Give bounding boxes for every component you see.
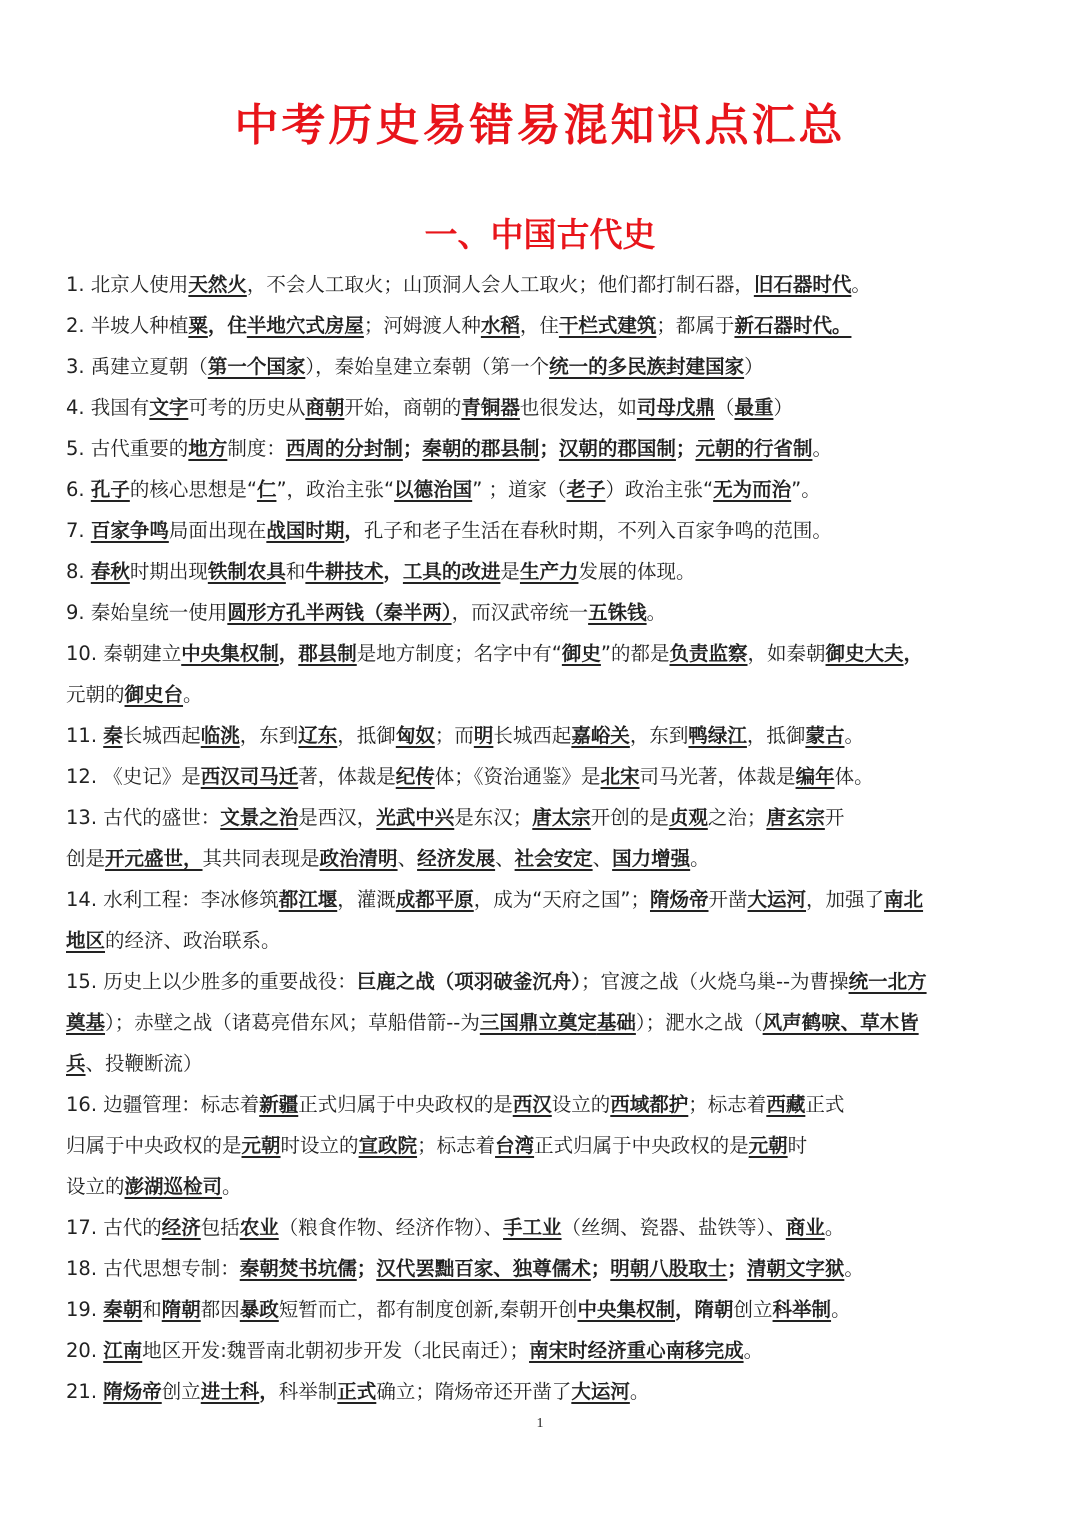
text-segment: ，东到	[239, 724, 299, 747]
text-segment: 创是	[66, 847, 106, 870]
key-term: 最重	[734, 396, 774, 419]
text-line	[66, 1289, 1018, 1330]
text-line	[66, 387, 1018, 428]
key-term: 编年	[795, 765, 835, 788]
key-term: 牛耕技术	[305, 560, 384, 583]
key-term: 老子	[566, 478, 606, 501]
key-term: 旧石器时代	[753, 273, 852, 296]
key-term: 嘉峪关	[571, 724, 630, 747]
key-term: 都江堰	[278, 888, 338, 911]
text-segment: ；河姆渡人种	[363, 314, 481, 337]
text-segment: （	[714, 396, 735, 419]
text-line	[66, 305, 1018, 346]
text-segment: 开创的是	[590, 806, 669, 829]
text-segment: 21.	[66, 1380, 104, 1403]
text-segment: （粮食作物、经济作物）、	[278, 1216, 504, 1239]
text-segment: ；官渡之战（火烧乌巢--为曹操	[580, 970, 849, 993]
key-term: 政治清明	[319, 847, 398, 870]
text-segment: 发展的体现。	[578, 560, 696, 583]
text-segment: 。	[743, 1339, 764, 1362]
key-term: 御史台	[124, 683, 184, 706]
key-term: 元朝	[241, 1134, 281, 1157]
text-segment: 、	[495, 847, 515, 870]
text-segment: ），秦始皇建立秦朝（第一个	[305, 355, 550, 378]
text-line	[66, 1043, 1018, 1084]
text-segment: ）政治主张“	[605, 478, 714, 501]
text-line	[66, 756, 1018, 797]
text-line	[66, 920, 1018, 961]
key-term: 西汉	[512, 1093, 552, 1116]
bold-text: ；	[727, 1257, 747, 1280]
text-segment: 是东汉；	[454, 806, 533, 829]
text-segment: 、	[397, 847, 418, 870]
key-term: 纪传	[395, 765, 435, 788]
bold-text: ，	[383, 560, 403, 583]
key-term: 匈奴	[395, 724, 435, 747]
list-item	[66, 387, 1018, 428]
text-segment: 。	[690, 847, 710, 870]
text-segment: 长城西起	[493, 724, 572, 747]
list-item	[66, 346, 1018, 387]
key-term: 商业	[785, 1216, 825, 1239]
key-term: 新石器时代。	[734, 314, 852, 337]
key-term: 大运河	[571, 1380, 630, 1403]
text-segment: 和	[285, 560, 306, 583]
text-segment: ，加强了	[806, 888, 885, 911]
key-term: 御史	[561, 642, 601, 665]
key-term: 明	[473, 724, 494, 747]
text-segment: 之治；	[707, 806, 767, 829]
list-item	[66, 264, 1018, 305]
key-term: 五铢钱	[588, 601, 647, 624]
text-segment: 8.	[66, 560, 91, 583]
knowledge-point-list	[66, 264, 1018, 1412]
text-segment: 司马光著，体裁是	[639, 765, 796, 788]
text-segment: 12. 《史记》是	[66, 765, 201, 788]
text-line	[66, 1166, 1018, 1207]
text-segment: 体；《资治通鉴》是	[434, 765, 601, 788]
list-item	[66, 1330, 1018, 1371]
text-segment: 科举制	[278, 1380, 338, 1403]
key-term: 铁制农具	[207, 560, 286, 583]
text-line	[66, 1207, 1018, 1248]
bold-text: ，	[903, 642, 924, 665]
text-line	[66, 961, 1018, 1002]
key-term: 奠基	[66, 1011, 106, 1034]
key-term: 无为而治	[713, 478, 792, 501]
text-line	[66, 1125, 1018, 1166]
key-term: 北宋	[600, 765, 640, 788]
text-segment: 可考的历史从	[188, 396, 306, 419]
text-segment: 。	[844, 1257, 864, 1280]
text-segment: 设立的	[551, 1093, 611, 1116]
text-segment: 15. 历史上以少胜多的重要战役：	[66, 970, 357, 993]
key-term: 统一的多民族封建国家	[549, 355, 745, 378]
key-term: 天然火	[188, 273, 247, 296]
key-term: 社会安定	[514, 847, 593, 870]
text-segment: 。	[831, 1298, 851, 1321]
text-segment: 创立	[161, 1380, 201, 1403]
key-term: 鸭绿江	[688, 724, 747, 747]
text-segment: 20.	[66, 1339, 104, 1362]
bold-text: ，住	[207, 314, 247, 337]
list-item	[66, 510, 1018, 551]
list-item	[66, 756, 1018, 797]
text-line	[66, 469, 1018, 510]
text-segment: ，如秦朝	[747, 642, 826, 665]
text-line	[66, 633, 1018, 674]
bold-text: ；	[590, 1257, 611, 1280]
text-segment: ，东到	[629, 724, 689, 747]
bold-text: 巨鹿之战（项羽破釜沉舟）	[356, 970, 581, 993]
text-segment: 。	[183, 683, 203, 706]
text-segment: 11.	[66, 724, 104, 747]
text-line	[66, 1330, 1018, 1371]
text-segment: 17. 古代的	[66, 1216, 162, 1239]
text-line	[66, 510, 1018, 551]
key-term: 文景之治	[220, 806, 299, 829]
key-term: 百家争鸣	[90, 519, 169, 542]
text-segment: 。	[824, 1216, 845, 1239]
key-term: 司母戊鼎	[636, 396, 715, 419]
text-segment: 短暂而亡，都有制度创新,秦朝开创	[278, 1298, 578, 1321]
key-term: 科举制	[772, 1298, 832, 1321]
key-term: 临洮	[200, 724, 240, 747]
text-segment: 。	[222, 1175, 242, 1198]
text-segment: ，不会人工取火；山顶洞人会人工取火；他们都打制石器，	[246, 273, 754, 296]
text-segment: 归属于中央政权的是	[66, 1134, 242, 1157]
list-item	[66, 633, 1018, 715]
text-segment: 。	[812, 437, 832, 460]
key-term: 战国时期	[266, 519, 345, 542]
text-segment: 16. 边疆管理：标志着	[66, 1093, 260, 1116]
text-segment: 3. 禹建立夏朝（	[66, 355, 208, 378]
key-term: 秦	[103, 724, 123, 747]
text-segment: （丝绸、瓷器、盐铁等）、	[561, 1216, 786, 1239]
key-term: 暴政	[239, 1298, 279, 1321]
text-segment: ，住	[519, 314, 559, 337]
list-item	[66, 469, 1018, 510]
key-term: 大运河	[747, 888, 807, 911]
text-line	[66, 346, 1018, 387]
list-item	[66, 1289, 1018, 1330]
text-segment: 2. 半坡人种植	[66, 314, 189, 337]
text-line	[66, 1084, 1018, 1125]
text-segment: ；都属于	[656, 314, 735, 337]
text-segment: 。	[851, 273, 871, 296]
bold-text: ，	[259, 1380, 279, 1403]
page-number: 1	[536, 1416, 544, 1431]
text-line	[66, 797, 1018, 838]
key-term: 春秋	[90, 560, 130, 583]
text-segment: 长城西起	[122, 724, 201, 747]
text-segment: 19.	[66, 1298, 104, 1321]
key-term: 秦朝焚书坑儒	[239, 1257, 357, 1280]
text-segment: ；标志着	[688, 1093, 767, 1116]
text-segment: 正式归属于中央政权的是	[298, 1093, 513, 1116]
list-item	[66, 551, 1018, 592]
list-item	[66, 715, 1018, 756]
key-term: 统一北方	[848, 970, 927, 993]
list-item	[66, 961, 1018, 1084]
key-term: 唐太宗	[532, 806, 591, 829]
key-term: 圆形方孔半两钱（秦半两）	[227, 601, 452, 624]
text-segment: 制度：	[227, 437, 286, 460]
text-segment: 的经济、政治联系。	[105, 929, 281, 952]
text-segment: 时设立的	[280, 1134, 359, 1157]
key-term: 元朝	[748, 1134, 788, 1157]
text-segment: 和	[142, 1298, 162, 1321]
key-term: 隋炀帝	[649, 888, 709, 911]
text-segment: ”。	[791, 478, 821, 501]
text-segment: 是	[500, 560, 520, 583]
list-item	[66, 879, 1018, 961]
key-term: 半地穴式房屋	[246, 314, 364, 337]
text-segment: 7.	[66, 519, 91, 542]
bold-text: ；	[675, 437, 696, 460]
list-item	[66, 1248, 1018, 1289]
text-segment: 1. 北京人使用	[66, 273, 189, 296]
key-term: 粟	[188, 314, 208, 337]
text-line	[66, 838, 1018, 879]
key-term: 第一个国家	[207, 355, 306, 378]
key-term: 基础	[596, 1011, 636, 1034]
text-line	[66, 264, 1018, 305]
key-term: 农业	[239, 1216, 279, 1239]
text-line	[66, 551, 1018, 592]
text-segment: ，抵御	[746, 724, 806, 747]
section-heading: 一、中国古代史	[424, 215, 656, 254]
text-segment: ，抵御	[337, 724, 396, 747]
text-segment: ）；淝水之战（	[635, 1011, 763, 1034]
text-segment: 18. 古代思想专制：	[66, 1257, 240, 1280]
text-segment: 。	[629, 1380, 650, 1403]
key-term: 元朝的行省制	[695, 437, 813, 460]
text-segment: 9. 秦始皇统一使用	[66, 601, 228, 624]
text-segment: 开	[824, 806, 845, 829]
key-term: 中央集权制	[577, 1298, 676, 1321]
key-term: 澎湖巡检司	[124, 1175, 223, 1198]
key-term: 秦朝的郡县制	[422, 437, 540, 460]
key-term: 西汉司马迁	[200, 765, 299, 788]
text-segment: 确立；隋炀帝还开凿了	[376, 1380, 572, 1403]
text-segment: ）	[744, 355, 764, 378]
text-segment: 。	[646, 601, 667, 624]
text-segment: ）	[773, 396, 793, 419]
text-segment: 设立的	[66, 1175, 125, 1198]
key-term: 孔子	[90, 478, 130, 501]
text-segment: 13. 古代的盛世：	[66, 806, 221, 829]
text-segment: 14. 水利工程：李冰修筑	[66, 888, 279, 911]
key-term: 贞观	[668, 806, 708, 829]
bold-text: ，	[344, 519, 364, 542]
text-segment: 4. 我国有	[66, 396, 150, 419]
key-term: 经济发展	[417, 847, 496, 870]
key-term: 三国鼎立奠定	[479, 1011, 597, 1034]
key-term: 御史大夫	[825, 642, 904, 665]
key-term: 经济	[161, 1216, 201, 1239]
key-term: 开元盛世，	[105, 847, 203, 870]
text-line	[66, 879, 1018, 920]
key-term: 唐玄宗	[766, 806, 825, 829]
text-line	[66, 592, 1018, 633]
list-item	[66, 428, 1018, 469]
text-line	[66, 674, 1018, 715]
text-line	[66, 715, 1018, 756]
page-title: 中考历史易错易混知识点汇总	[234, 100, 846, 151]
text-segment: 开始，商朝的	[344, 396, 462, 419]
text-segment: 、	[592, 847, 613, 870]
text-segment: 时期出现	[129, 560, 208, 583]
key-term: 负责监察	[669, 642, 748, 665]
key-term: 干栏式建筑	[558, 314, 657, 337]
key-term: 正式	[337, 1380, 377, 1403]
key-term: 清朝文字狱	[746, 1257, 845, 1280]
key-term: 国力增强	[612, 847, 691, 870]
text-segment: 6.	[66, 478, 91, 501]
text-segment: ，而汉武帝统一	[451, 601, 589, 624]
key-term: 手工业	[503, 1216, 562, 1239]
list-item	[66, 1207, 1018, 1248]
key-term: 新疆	[259, 1093, 299, 1116]
list-item	[66, 1084, 1018, 1207]
key-term: 地区	[66, 929, 106, 952]
text-segment: 都因	[200, 1298, 240, 1321]
text-segment: 。	[844, 724, 864, 747]
text-segment: 开凿	[708, 888, 748, 911]
key-term: 汉代罢黜百家、独尊儒术	[376, 1257, 591, 1280]
text-segment: 其共同表现是	[202, 847, 320, 870]
key-term: 风声鹤唳、草木皆	[762, 1011, 919, 1034]
text-segment: 元朝的	[66, 683, 125, 706]
text-segment: 孔子和老子生活在春秋时期，不列入百家争鸣的范围。	[363, 519, 832, 542]
text-segment: 创立	[733, 1298, 773, 1321]
text-segment: ，成为“天府之国”；	[473, 888, 650, 911]
key-term: 以德治国	[394, 478, 473, 501]
key-term: 江南	[103, 1339, 143, 1362]
text-segment: 局面出现在	[168, 519, 267, 542]
text-segment: ”的都是	[600, 642, 670, 665]
text-segment: 体。	[834, 765, 874, 788]
text-line	[66, 428, 1018, 469]
key-term: 兵	[66, 1052, 86, 1075]
text-segment: 包括	[200, 1216, 240, 1239]
key-term: 水稻	[480, 314, 520, 337]
key-term: 郡县制	[298, 642, 357, 665]
text-segment: 5. 古代重要的	[66, 437, 189, 460]
key-term: 西周的分封制	[285, 437, 403, 460]
key-term: 明朝八股取士	[610, 1257, 728, 1280]
bold-text: ，隋朝	[675, 1298, 734, 1321]
text-segment: ）；赤壁之战（诸葛亮借东风；草船借箭--为	[105, 1011, 480, 1034]
text-segment: 也很发达，如	[519, 396, 637, 419]
list-item	[66, 1371, 1018, 1412]
text-segment: 正式	[805, 1093, 845, 1116]
key-term: 光武中兴	[376, 806, 455, 829]
key-term: 西藏	[766, 1093, 806, 1116]
key-term: 进士科	[200, 1380, 260, 1403]
text-segment: ；而	[434, 724, 474, 747]
key-term: 蒙古	[805, 724, 845, 747]
key-term: 成都平原	[395, 888, 474, 911]
key-term: 辽东	[298, 724, 338, 747]
text-segment: 是地方制度；名字中有“	[356, 642, 562, 665]
list-item	[66, 797, 1018, 879]
key-term: 青铜器	[461, 396, 520, 419]
text-segment: 正式归属于中央政权的是	[534, 1134, 749, 1157]
text-segment: ”，政治主张“	[276, 478, 395, 501]
key-term: 仁	[256, 478, 277, 501]
key-term: 南北	[884, 888, 924, 911]
text-segment: 地区开发:魏晋南北朝初步开发（北民南迁）；	[142, 1339, 530, 1362]
text-segment: 著，体裁是	[298, 765, 396, 788]
key-term: 隋朝	[161, 1298, 201, 1321]
bold-text: ；	[539, 437, 559, 460]
bold-text: ，	[278, 642, 299, 665]
key-term: 商朝	[305, 396, 345, 419]
bold-text: ；	[402, 437, 423, 460]
key-term: 台湾	[495, 1134, 535, 1157]
text-line	[66, 1371, 1018, 1412]
text-line	[66, 1002, 1018, 1043]
key-term: 生产力	[519, 560, 579, 583]
text-segment: ，灌溉	[337, 888, 396, 911]
text-line	[66, 1248, 1018, 1289]
list-item	[66, 592, 1018, 633]
key-term: 秦朝	[103, 1298, 143, 1321]
key-term: 西域都护	[610, 1093, 689, 1116]
key-term: 南宋时经济重心南移完成	[529, 1339, 744, 1362]
key-term: 隋炀帝	[103, 1380, 162, 1403]
text-segment: ；标志着	[417, 1134, 496, 1157]
key-term: 地方	[188, 437, 228, 460]
key-term: 汉朝的郡国制	[558, 437, 676, 460]
key-term: 工具的改进	[402, 560, 501, 583]
key-term: 文字	[149, 396, 189, 419]
text-segment: 的核心思想是“	[129, 478, 257, 501]
key-term: 宣政院	[358, 1134, 418, 1157]
text-segment: ” ；道家（	[472, 478, 567, 501]
text-segment: 是西汉，	[298, 806, 377, 829]
text-segment: 10. 秦朝建立	[66, 642, 182, 665]
bold-text: ；	[356, 1257, 377, 1280]
key-term: 中央集权制	[181, 642, 279, 665]
text-segment: 、投鞭断流）	[85, 1052, 203, 1075]
list-item	[66, 305, 1018, 346]
text-segment: 时	[787, 1134, 808, 1157]
